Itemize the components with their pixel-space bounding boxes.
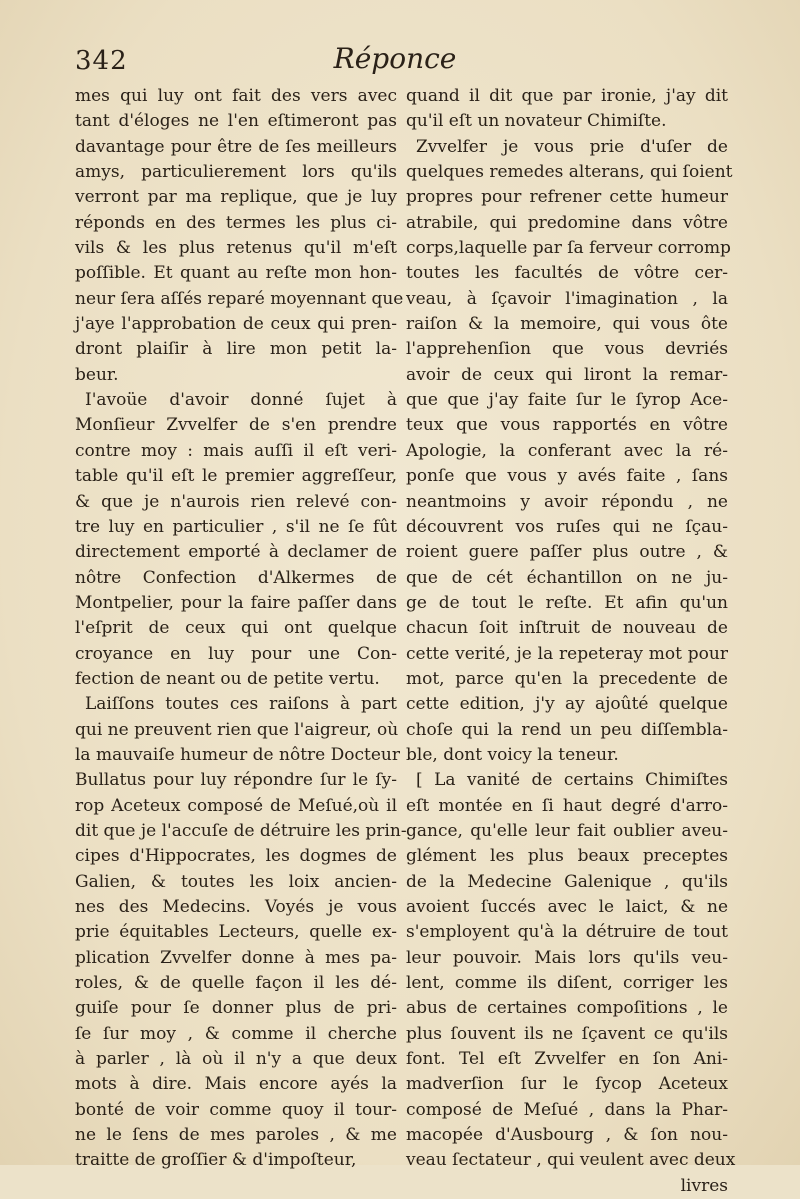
text-line: plication Zvvelfer donne à mes pa- [75,947,397,968]
text-line: teux que vous rapportés en vôtre [406,415,728,436]
text-line: poſſible. Et quant au reſte mon hon- [75,263,397,284]
text-line: toutes les facultés de vôtre cer- [406,263,728,284]
text-line: gance, qu'elle leur fait oublier aveu- [406,820,728,841]
text-line: quand il dit que par ironie, j'ay dit [406,86,728,106]
text-line: à parler , là où il n'y a que deux [75,1049,397,1070]
text-line: ble, dont voicy la teneur. [406,744,619,765]
text-line: mots à dire. Mais encore ayés la [75,1074,397,1095]
text-line: croyance en luy pour une Con- [75,643,397,664]
text-line: neur ſera aſſés reparé moyennant que [75,288,404,309]
text-line: rop Aceteux composé de Meſué,où il [75,795,397,816]
text-line: cette verité, je la repeteray mot pour [406,643,728,664]
text-line: neantmoins y avoir répondu , ne [406,491,728,512]
text-line: dit que je l'accuſe de détruire les prin- [75,820,407,841]
text-line: réponds en des termes les plus ci- [75,212,397,233]
right-column [406,84,736,1199]
text-line: atrabile, qui predomine dans vôtre [406,212,728,233]
text-line: vils & les plus retenus qu'il m'eſt [75,238,397,259]
text-line: Zvvelfer je vous prie d'uſer de [416,136,728,157]
text-line: que que j'ay faite ſur le ſyrop Ace- [406,390,728,411]
text-line: lent, comme ils diſent, corriger les [406,973,728,994]
text-line: cette edition, j'y ay ajoûté quelque [406,694,728,715]
text-line: quelques remedes alterans, qui ſoient [406,162,733,183]
text-line: verront par ma replique, que je luy [75,187,397,208]
text-line: macopée d'Ausbourg , & ſon nou- [406,1125,728,1146]
text-line: ge de tout le reſte. Et afin qu'un [406,592,728,613]
text-line: contre moy : mais auſſi il eſt veri- [75,440,397,461]
text-line: roient guere paſſer plus outre , & [406,542,728,563]
text-line: composé de Meſué , dans la Phar- [406,1099,728,1120]
text-line: chacun ſoit inſtruit de nouveau de [406,618,728,639]
text-line: tre luy en particulier , s'il ne ſe fût [75,516,397,537]
text-line: Galien, & toutes les loix ancien- [75,871,397,892]
text-line: mes qui luy ont fait des vers avec [75,86,397,106]
text-line: Montpelier, pour la faire paſſer dans [75,592,397,613]
text-line: choſe qui la rend un peu diſſembla- [406,719,728,740]
text-line: Monſieur Zvvelfer de s'en prendre [75,415,397,436]
left-column [75,84,407,1174]
text-line: qui ne preuvent rien que l'aigreur, où [75,719,399,740]
text-line: l'apprehenſion que vous devriés [406,339,728,360]
text-line: guiſe pour ſe donner plus de pri- [75,998,397,1019]
running-title: Réponce [333,42,457,75]
text-line: nôtre Confection d'Alkermes de [75,567,397,588]
text-line: j'aye l'approbation de ceux qui pren- [75,314,397,335]
text-line: amys, particulierement lors qu'ils [75,162,397,183]
text-line: l'eſprit de ceux qui ont quelque [75,618,397,639]
text-line: corps,laquelle par ſa ferveur corromp [406,238,731,259]
text-line: beur. [75,364,119,385]
text-line: abus de certaines compoſitions , le [406,998,728,1019]
text-line: tant d'éloges ne l'en eſtimeront pas [75,111,397,132]
text-line: qu'il eſt un novateur Chimiſte. [406,111,667,132]
text-line: font. Tel eſt Zvvelfer en ſon Ani- [406,1049,728,1070]
text-line: prie équitables Lecteurs, quelle ex- [75,922,397,943]
text-line: Bullatus pour luy répondre ſur le ſy- [75,770,397,791]
text-line: bonté de voir comme quoy il tour- [75,1099,397,1120]
text-line: s'employent qu'à la détruire de tout [406,922,728,943]
text-line: madverſion ſur le ſycop Aceteux [406,1074,728,1095]
text-line: veau ſectateur , qui veulent avec deux [406,1150,736,1171]
text-line: nes des Medecins. Voyés je vous [75,897,397,917]
text-line: leur pouvoir. Mais lors qu'ils veu- [406,947,728,968]
text-line: dront plaiſir à lire mon petit la- [75,339,397,360]
text-line: directement emporté à declamer de [75,542,397,563]
text-line: Laiſſons toutes ces raiſons à part [85,694,397,715]
text-line: avoir de ceux qui liront la remar- [406,364,728,385]
text-line: propres pour refrener cette humeur [406,187,728,208]
text-line: ne le ſens de mes paroles , & me [75,1125,397,1146]
catchword: livres [680,1175,728,1196]
text-line: raiſon & la memoire, qui vous ôte [406,314,728,335]
text-line: I'avoüe d'avoir donné ſujet à [85,390,397,411]
text-line: traitte de groſſier & d'impoſteur, [75,1150,357,1171]
text-line: cipes d'Hippocrates, les dogmes de [75,846,397,867]
text-line: Apologie, la conferant avec la ré- [406,440,728,461]
text-line: de la Medecine Galenique , qu'ils [406,871,728,892]
page-header [75,40,715,84]
text-line: ſe ſur moy , & comme il cherche [75,1023,397,1044]
text-line: table qu'il eſt le premier aggreſſeur, [75,466,397,487]
text-line: glément les plus beaux preceptes [406,846,728,867]
text-line: roles, & de quelle façon il les dé- [75,973,397,994]
text-line: veau, à ſçavoir l'imagination , la [406,288,728,309]
text-line: que de cét échantillon on ne ju- [406,567,728,588]
text-line: & que je n'aurois rien relevé con- [75,491,397,512]
text-line: découvrent vos ruſes qui ne ſçau- [406,516,728,537]
text-line: ponſe que vous y avés faite , ſans [406,466,728,487]
text-line: fection de neant ou de petite vertu. [75,668,380,689]
text-line: [ La vanité de certains Chimiſtes [416,770,728,791]
text-line: eſt montée en ſi haut degré d'arro- [406,795,728,816]
text-line: davantage pour être de ſes meilleurs [75,136,397,157]
text-line: plus ſouvent ils ne ſçavent ce qu'ils [406,1023,728,1044]
text-line: avoient ſuccés avec le laict, & ne [406,897,728,917]
text-line: mot, parce qu'en la precedente de [406,668,728,689]
text-line: la mauvaiſe humeur de nôtre Docteur [75,744,400,765]
page-number: 342 [75,46,128,76]
